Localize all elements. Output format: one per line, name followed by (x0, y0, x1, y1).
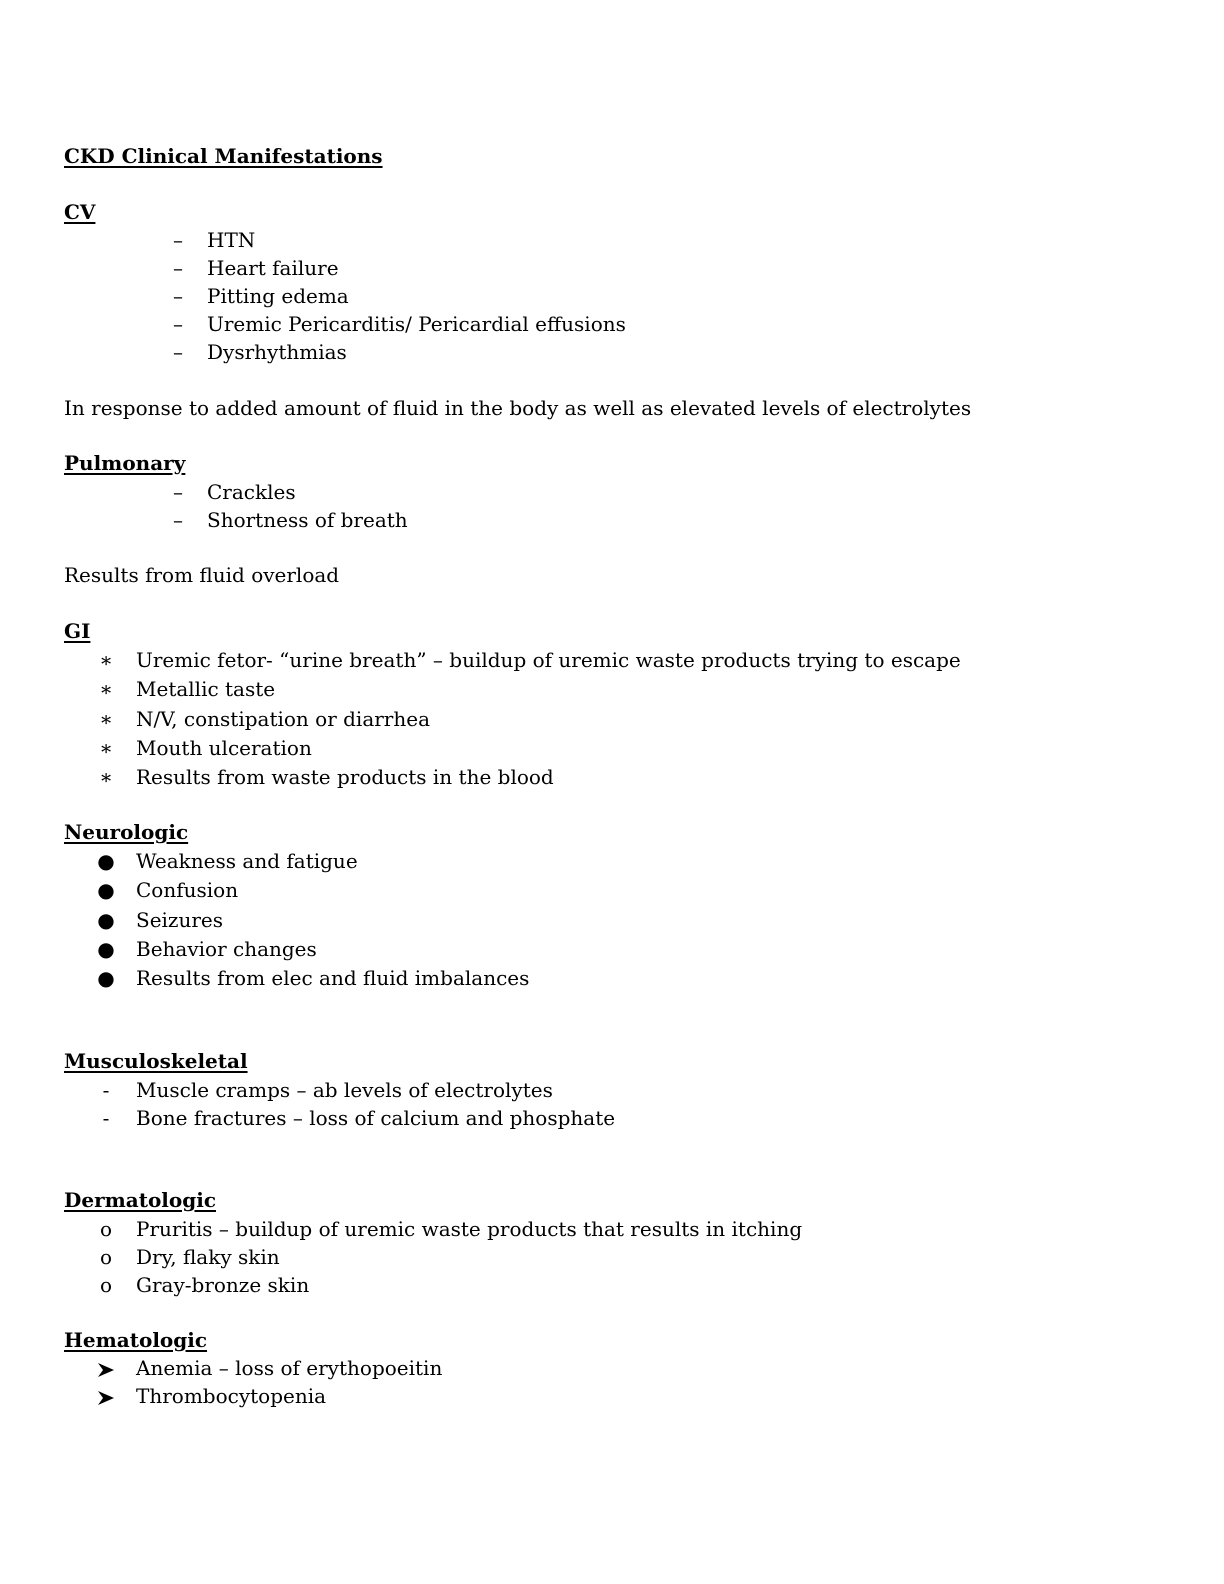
section-heading-cv: CV (64, 200, 96, 224)
list-item-text: Crackles (207, 480, 296, 504)
dash-marker: – (173, 312, 183, 336)
list-item-text: Dry, flaky skin (136, 1245, 280, 1269)
section-heading-hematologic: Hematologic (64, 1328, 208, 1352)
circle-marker: o (99, 1273, 113, 1297)
list-item-text: Behavior changes (136, 936, 317, 961)
list-item-text: HTN (207, 228, 256, 252)
dash-marker: – (173, 228, 183, 252)
list-item-text: Dysrhythmias (207, 340, 347, 364)
cv-note: In response to added amount of fluid in the body as well as elevated levels of electrolytes (64, 396, 972, 420)
list-item-text: Confusion (136, 878, 239, 903)
arrowhead-icon (94, 1354, 118, 1382)
dash-marker: – (173, 256, 183, 280)
list-item-text: Seizures (136, 907, 224, 932)
dash-marker: – (173, 480, 183, 504)
asterisk-marker: ∗ (99, 735, 113, 760)
section-heading-neurologic: Neurologic (64, 820, 189, 844)
circle-marker: o (99, 1217, 113, 1241)
asterisk-marker: ∗ (99, 706, 113, 731)
section-heading-dermatologic: Dermatologic (64, 1188, 217, 1212)
section-heading-pulmonary: Pulmonary (64, 451, 186, 475)
list-item-text: Gray-bronze skin (136, 1273, 310, 1297)
hyphen-marker: - (102, 1106, 110, 1130)
list-item-text: Pitting edema (207, 284, 349, 308)
list-item-text: Metallic taste (136, 677, 276, 702)
pulmonary-note: Results from fluid overload (64, 563, 340, 587)
list-item-text: Heart failure (207, 256, 339, 280)
bullet-marker: ● (97, 878, 115, 903)
bullet-marker: ● (97, 936, 115, 961)
list-item-text: Uremic Pericarditis/ Pericardial effusions (207, 312, 626, 336)
bullet-marker: ● (97, 849, 115, 873)
hyphen-marker: - (102, 1078, 110, 1102)
list-item-text: Thrombocytopenia (136, 1384, 327, 1408)
asterisk-marker: ∗ (99, 648, 113, 672)
asterisk-marker: ∗ (99, 677, 113, 702)
section-heading-gi: GI (64, 619, 91, 643)
asterisk-marker: ∗ (99, 765, 113, 790)
list-item-text: Shortness of breath (207, 508, 408, 532)
list-item-text: Weakness and fatigue (136, 849, 358, 873)
list-item-text: Bone fractures – loss of calcium and phosphate (136, 1106, 616, 1130)
dash-marker: – (173, 284, 183, 308)
list-item-text: Results from elec and fluid imbalances (136, 966, 530, 991)
bullet-marker: ● (97, 907, 115, 932)
circle-marker: o (99, 1245, 113, 1269)
list-item-text: Pruritis – buildup of uremic waste products that results in itching (136, 1217, 803, 1241)
dash-marker: – (173, 508, 183, 532)
list-item-text: Uremic fetor- “urine breath” – buildup of uremic waste products trying to escape (136, 648, 961, 672)
list-item-text: Mouth ulceration (136, 735, 312, 760)
document-title: CKD Clinical Manifestations (64, 144, 383, 168)
list-item-text: N/V, constipation or diarrhea (136, 706, 431, 731)
list-item-text: Muscle cramps – ab levels of electrolytes (136, 1078, 553, 1102)
dash-marker: – (173, 340, 183, 364)
list-item-text: Results from waste products in the blood (136, 765, 554, 790)
list-item-text: Anemia – loss of erythopoeitin (136, 1356, 443, 1380)
section-heading-musculoskeletal: Musculoskeletal (64, 1049, 248, 1073)
arrowhead-icon (94, 1382, 118, 1410)
bullet-marker: ● (97, 966, 115, 991)
